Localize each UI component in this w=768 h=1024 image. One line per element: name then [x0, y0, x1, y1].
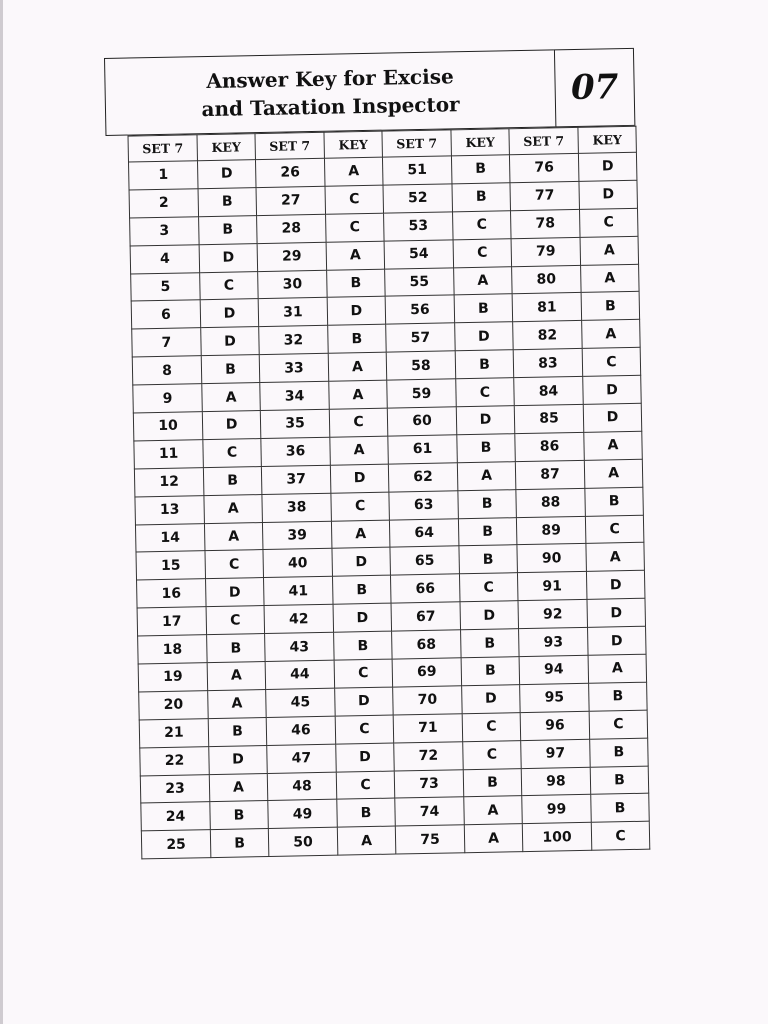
answer-key-cell: C — [589, 710, 648, 739]
answer-key-cell: D — [578, 152, 637, 181]
table-body — [129, 152, 650, 859]
answer-key-cell: D — [335, 687, 394, 716]
answer-key-cell: A — [588, 654, 647, 683]
question-number-cell: 69 — [392, 658, 462, 687]
answer-key-cell: C — [459, 573, 518, 602]
question-number-cell: 4 — [130, 244, 200, 273]
answer-key-cell: D — [460, 601, 519, 630]
question-number-cell: 49 — [268, 800, 338, 829]
answer-key-cell: B — [452, 183, 511, 212]
question-number-cell: 74 — [395, 797, 465, 826]
question-number-cell: 58 — [386, 351, 456, 380]
question-number-cell: 39 — [262, 521, 332, 550]
title-line-1: Answer Key for Excise — [206, 64, 454, 94]
question-number-cell: 94 — [519, 655, 589, 684]
question-number-cell: 55 — [385, 267, 455, 296]
answer-key-cell: A — [584, 459, 643, 488]
answer-key-cell: C — [335, 715, 394, 744]
answer-key-cell: C — [585, 515, 644, 544]
question-number-cell: 26 — [255, 158, 325, 187]
answer-key-cell: B — [207, 634, 266, 663]
answer-key-cell: A — [330, 436, 389, 465]
answer-key-cell: D — [456, 406, 515, 435]
answer-key-cell: A — [464, 824, 523, 853]
question-number-cell: 75 — [395, 825, 465, 854]
question-number-cell: 21 — [139, 718, 209, 747]
answer-key-document — [104, 48, 649, 860]
question-number-cell: 73 — [394, 769, 464, 798]
column-header-set: SET 7 — [382, 130, 451, 157]
answer-key-cell: A — [454, 266, 513, 295]
question-number-cell: 52 — [383, 184, 453, 213]
answer-key-cell: A — [204, 522, 263, 551]
answer-key-cell: D — [583, 403, 642, 432]
question-number-cell: 22 — [140, 746, 210, 775]
question-number-cell: 70 — [393, 686, 463, 715]
answer-key-cell: A — [581, 264, 640, 293]
question-number-cell: 1 — [129, 161, 199, 190]
answer-key-cell: B — [591, 794, 650, 823]
answer-key-cell: C — [453, 211, 512, 240]
answer-key-cell: C — [579, 208, 638, 237]
answer-key-cell: C — [331, 492, 390, 521]
question-number-cell: 38 — [262, 493, 332, 522]
title-row — [104, 48, 635, 136]
question-number-cell: 3 — [130, 216, 200, 245]
question-number-cell: 13 — [135, 495, 205, 524]
question-number-cell: 95 — [520, 683, 590, 712]
column-header-set: SET 7 — [255, 132, 324, 159]
question-number-cell: 43 — [265, 632, 335, 661]
question-number-cell: 8 — [132, 356, 202, 385]
question-number-cell: 77 — [510, 181, 580, 210]
answer-key-cell: D — [202, 411, 261, 440]
question-number-cell: 76 — [509, 153, 579, 182]
answer-key-cell: B — [461, 629, 520, 658]
question-number-cell: 17 — [137, 607, 207, 636]
answer-key-cell: A — [328, 352, 387, 381]
answer-key-cell: C — [325, 185, 384, 214]
answer-key-cell: A — [457, 461, 516, 490]
answer-key-cell: A — [331, 520, 390, 549]
answer-key-cell: A — [580, 236, 639, 265]
answer-key-cell: A — [208, 689, 267, 718]
question-number-cell: 60 — [387, 407, 457, 436]
column-header-key: KEY — [578, 126, 636, 153]
answer-key-cell: B — [327, 269, 386, 298]
question-number-cell: 37 — [261, 465, 331, 494]
answer-key-cell: C — [456, 378, 515, 407]
question-number-cell: 66 — [390, 574, 460, 603]
answer-key-cell: A — [337, 826, 396, 855]
question-number-cell: 86 — [515, 432, 585, 461]
document-title — [201, 62, 460, 123]
question-number-cell: 62 — [388, 463, 458, 492]
answer-key-cell: C — [336, 771, 395, 800]
question-number-cell: 93 — [519, 627, 589, 656]
question-number-cell: 2 — [129, 189, 199, 218]
question-number-cell: 51 — [382, 156, 452, 185]
answer-key-cell: A — [464, 796, 523, 825]
answer-key-cell: A — [326, 241, 385, 270]
answer-key-cell: B — [198, 187, 257, 216]
question-number-cell: 47 — [267, 744, 337, 773]
answer-key-cell: D — [201, 327, 260, 356]
question-number-cell: 53 — [384, 212, 454, 241]
answer-key-cell: C — [582, 347, 641, 376]
answer-key-cell: D — [330, 464, 389, 493]
question-number-cell: 45 — [266, 688, 336, 717]
column-header-set: SET 7 — [128, 135, 197, 162]
question-number-cell: 42 — [264, 604, 334, 633]
answer-key-cell: B — [590, 766, 649, 795]
question-number-cell: 72 — [394, 741, 464, 770]
answer-key-cell: C — [326, 213, 385, 242]
answer-key-cell: B — [210, 829, 269, 858]
question-number-cell: 83 — [513, 349, 583, 378]
set-code: 07 — [570, 67, 619, 109]
answer-key-table — [127, 126, 650, 860]
question-number-cell: 85 — [514, 404, 584, 433]
answer-key-cell: D — [206, 578, 265, 607]
question-number-cell: 14 — [135, 523, 205, 552]
answer-key-cell: D — [583, 375, 642, 404]
answer-key-cell: B — [461, 657, 520, 686]
answer-key-cell: D — [200, 299, 259, 328]
question-number-cell: 35 — [260, 409, 330, 438]
answer-key-cell: B — [203, 466, 262, 495]
question-number-cell: 59 — [387, 379, 457, 408]
answer-key-cell: B — [463, 768, 522, 797]
answer-key-cell: D — [336, 743, 395, 772]
answer-key-cell: C — [453, 238, 512, 267]
question-number-cell: 99 — [522, 795, 592, 824]
question-number-cell: 89 — [516, 516, 586, 545]
question-number-cell: 44 — [265, 660, 335, 689]
question-number-cell: 46 — [266, 716, 336, 745]
answer-key-cell: B — [199, 215, 258, 244]
answer-key-cell: C — [205, 550, 264, 579]
answer-key-cell: D — [455, 322, 514, 351]
question-number-cell: 98 — [521, 767, 591, 796]
answer-key-cell: C — [463, 740, 522, 769]
question-number-cell: 65 — [390, 546, 460, 575]
question-number-cell: 36 — [261, 437, 331, 466]
title-line-2: and Taxation Inspector — [201, 92, 460, 122]
answer-key-cell: B — [457, 434, 516, 463]
question-number-cell: 28 — [257, 214, 327, 243]
answer-key-cell: B — [451, 155, 510, 184]
question-number-cell: 11 — [134, 440, 204, 469]
question-number-cell: 41 — [264, 577, 334, 606]
answer-key-cell: B — [458, 489, 517, 518]
column-header-set: SET 7 — [509, 127, 578, 154]
question-number-cell: 27 — [256, 186, 326, 215]
answer-key-cell: D — [333, 603, 392, 632]
answer-key-cell: D — [579, 180, 638, 209]
question-number-cell: 57 — [386, 323, 456, 352]
question-number-cell: 50 — [268, 828, 338, 857]
question-number-cell: 40 — [263, 549, 333, 578]
question-number-cell: 9 — [133, 384, 203, 413]
answer-key-cell: C — [334, 659, 393, 688]
question-number-cell: 32 — [259, 326, 329, 355]
question-number-cell: 81 — [512, 293, 582, 322]
question-number-cell: 15 — [136, 551, 206, 580]
question-number-cell: 68 — [392, 630, 462, 659]
answer-key-cell: B — [334, 631, 393, 660]
question-number-cell: 29 — [257, 242, 327, 271]
answer-key-cell: A — [207, 662, 266, 691]
question-number-cell: 10 — [133, 412, 203, 441]
column-header-key: KEY — [324, 131, 382, 158]
question-number-cell: 24 — [141, 802, 211, 831]
question-number-cell: 64 — [389, 518, 459, 547]
question-number-cell: 33 — [259, 353, 329, 382]
question-number-cell: 88 — [516, 488, 586, 517]
question-number-cell: 48 — [267, 772, 337, 801]
answer-key-cell: B — [328, 324, 387, 353]
question-number-cell: 23 — [140, 774, 210, 803]
question-number-cell: 84 — [514, 376, 584, 405]
answer-key-cell: B — [589, 682, 648, 711]
answer-key-cell: D — [209, 745, 268, 774]
answer-key-cell: B — [201, 355, 260, 384]
question-number-cell: 25 — [141, 830, 211, 859]
answer-key-cell: D — [587, 598, 646, 627]
answer-key-cell: B — [459, 545, 518, 574]
answer-key-cell: C — [206, 606, 265, 635]
question-number-cell: 97 — [521, 739, 591, 768]
question-number-cell: 18 — [138, 635, 208, 664]
page-edge — [0, 0, 3, 1024]
question-number-cell: 20 — [139, 691, 209, 720]
question-number-cell: 31 — [258, 298, 328, 327]
question-number-cell: 6 — [131, 300, 201, 329]
answer-key-cell: D — [327, 297, 386, 326]
answer-key-cell: D — [588, 626, 647, 655]
answer-key-cell: A — [329, 380, 388, 409]
question-number-cell: 16 — [137, 579, 207, 608]
answer-key-cell: B — [332, 575, 391, 604]
answer-key-cell: B — [454, 294, 513, 323]
question-number-cell: 87 — [515, 460, 585, 489]
answer-key-cell: D — [332, 548, 391, 577]
question-number-cell: 78 — [511, 209, 581, 238]
answer-key-cell: B — [337, 799, 396, 828]
question-number-cell: 96 — [520, 711, 590, 740]
answer-key-cell: A — [586, 543, 645, 572]
answer-key-cell: A — [202, 383, 261, 412]
title-box — [104, 49, 556, 136]
question-number-cell: 34 — [260, 381, 330, 410]
answer-key-cell: C — [203, 438, 262, 467]
question-number-cell: 80 — [512, 265, 582, 294]
question-number-cell: 56 — [385, 295, 455, 324]
question-number-cell: 82 — [513, 321, 583, 350]
question-number-cell: 91 — [517, 572, 587, 601]
answer-key-cell: B — [210, 801, 269, 830]
answer-key-cell: C — [462, 712, 521, 741]
answer-key-cell: D — [197, 160, 256, 189]
answer-key-cell: D — [586, 571, 645, 600]
question-number-cell: 61 — [388, 435, 458, 464]
answer-key-cell: A — [204, 494, 263, 523]
question-number-cell: 67 — [391, 602, 461, 631]
answer-key-cell: C — [591, 822, 650, 851]
answer-key-cell: C — [200, 271, 259, 300]
question-number-cell: 100 — [522, 823, 592, 852]
question-number-cell: 12 — [134, 467, 204, 496]
question-number-cell: 30 — [258, 270, 328, 299]
answer-key-cell: A — [324, 157, 383, 186]
question-number-cell: 90 — [517, 544, 587, 573]
answer-key-cell: A — [209, 773, 268, 802]
answer-key-cell: A — [584, 431, 643, 460]
question-number-cell: 5 — [131, 272, 201, 301]
question-number-cell: 79 — [511, 237, 581, 266]
answer-key-cell: D — [199, 243, 258, 272]
column-header-key: KEY — [197, 134, 255, 161]
answer-key-cell: A — [582, 320, 641, 349]
question-number-cell: 7 — [132, 328, 202, 357]
answer-key-cell: B — [458, 517, 517, 546]
question-number-cell: 54 — [384, 240, 454, 269]
answer-key-cell: B — [581, 292, 640, 321]
set-code-box — [554, 48, 635, 128]
question-number-cell: 63 — [389, 490, 459, 519]
answer-key-cell: C — [329, 408, 388, 437]
answer-key-cell: B — [208, 717, 267, 746]
answer-key-cell: B — [455, 350, 514, 379]
answer-key-cell: B — [590, 738, 649, 767]
question-number-cell: 71 — [393, 714, 463, 743]
column-header-key: KEY — [451, 129, 509, 156]
question-number-cell: 19 — [138, 663, 208, 692]
answer-key-cell: D — [462, 685, 521, 714]
answer-key-cell: B — [585, 487, 644, 516]
question-number-cell: 92 — [518, 600, 588, 629]
